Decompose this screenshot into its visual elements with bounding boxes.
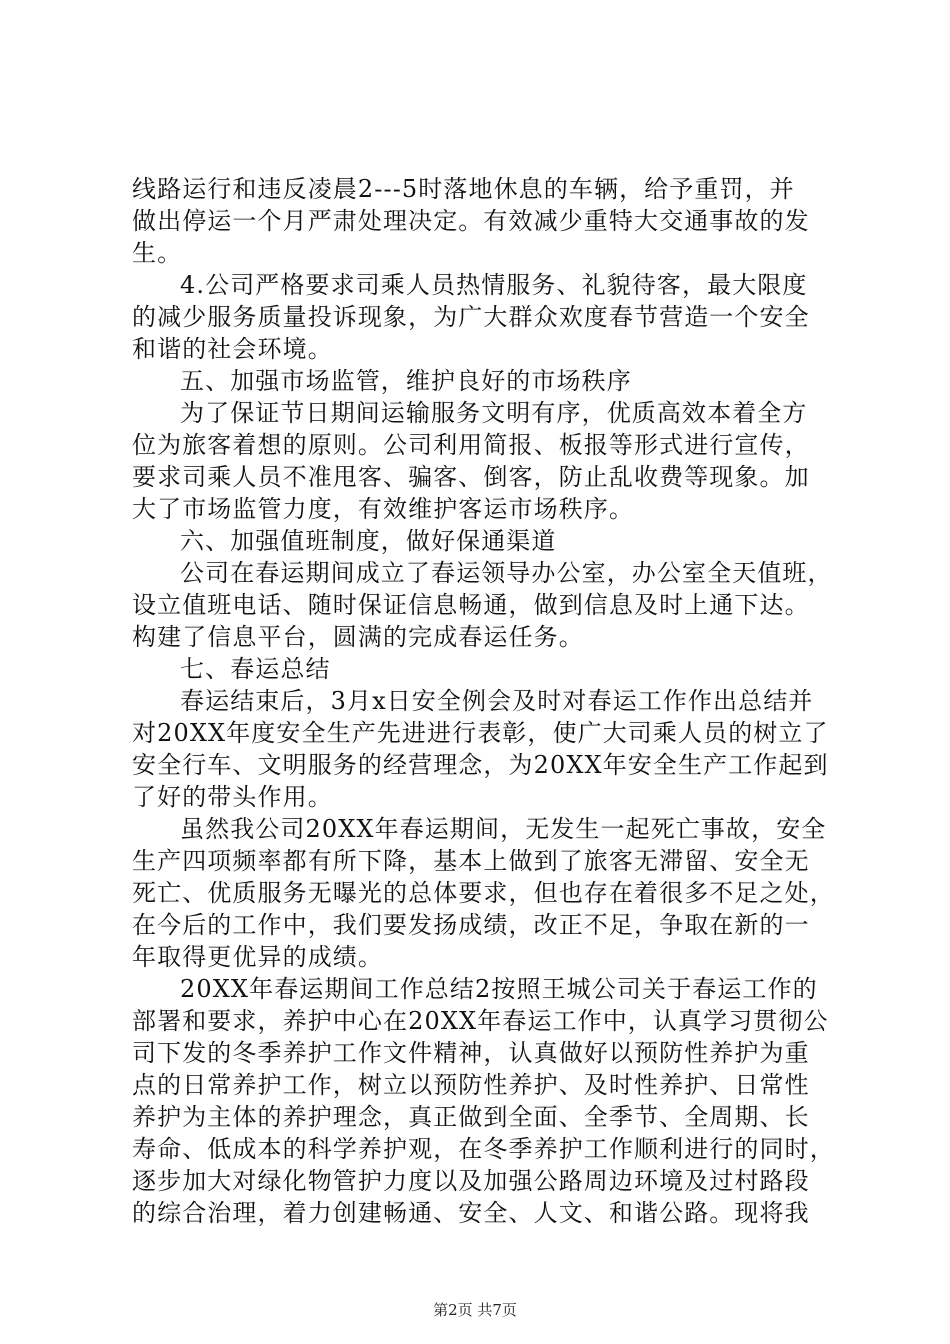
text-line: 线路运行和违反凌晨2---5时落地休息的车辆，给予重罚，并 — [132, 175, 795, 203]
text-line: 在今后的工作中，我们要发扬成绩，改正不足，争取在新的一 — [132, 911, 810, 939]
paragraph-start: 公司在春运期间成立了春运领导办公室，办公室全天值班， — [180, 559, 833, 587]
text-line: 做出停运一个月严肃处理决定。有效减少重特大交通事故的发 — [132, 207, 810, 235]
text-line: 部署和要求，养护中心在20XX年春运工作中，认真学习贯彻公 — [132, 1007, 829, 1035]
text-line: 生产四项频率都有所下降，基本上做到了旅客无滞留、安全无 — [132, 847, 810, 875]
text-line: 安全行车、文明服务的经营理念，为20XX年安全生产工作起到 — [132, 751, 829, 779]
paragraph-start: 春运结束后，3月x日安全例会及时对春运工作作出总结并 — [180, 687, 814, 715]
text-line: 生。 — [132, 239, 183, 267]
text-line: 设立值班电话、随时保证信息畅通，做到信息及时上通下达。 — [132, 591, 810, 619]
text-line: 和谐的社会环境。 — [132, 335, 333, 363]
paragraph-start: 4.公司严格要求司乘人员热情服务、礼貌待客，最大限度 — [180, 271, 808, 299]
text-line: 点的日常养护工作，树立以预防性养护、及时性养护、日常性 — [132, 1071, 810, 1099]
section-heading-7: 七、春运总结 — [180, 655, 331, 683]
text-line: 司下发的冬季养护工作文件精神，认真做好以预防性养护为重 — [132, 1039, 810, 1067]
text-line: 逐步加大对绿化物管护力度以及加强公路周边环境及过村路段 — [132, 1167, 810, 1195]
page-number-footer: 第2页 共7页 — [433, 1301, 517, 1319]
text-line: 位为旅客着想的原则。公司利用简报、板报等形式进行宣传， — [132, 431, 810, 459]
text-line: 死亡、优质服务无曝光的总体要求，但也存在着很多不足之处， — [132, 879, 835, 907]
text-line: 要求司乘人员不准甩客、骗客、倒客，防止乱收费等现象。加 — [132, 463, 810, 491]
text-line: 了好的带头作用。 — [132, 783, 333, 811]
paragraph-start: 为了保证节日期间运输服务文明有序，优质高效本着全方 — [180, 399, 808, 427]
section-heading-6: 六、加强值班制度，做好保通渠道 — [180, 527, 557, 555]
document-body — [132, 173, 835, 1229]
paragraph-start: 虽然我公司20XX年春运期间，无发生一起死亡事故，安全 — [180, 815, 827, 843]
text-line: 大了市场监管力度，有效维护客运市场秩序。 — [132, 495, 634, 523]
text-line: 的综合治理，着力创建畅通、安全、人文、和谐公路。现将我 — [132, 1199, 810, 1227]
text-line: 寿命、低成本的科学养护观，在冬季养护工作顺利进行的同时， — [132, 1135, 835, 1163]
text-line: 的减少服务质量投诉现象，为广大群众欢度春节营造一个安全 — [132, 303, 810, 331]
paragraph-start: 20XX年春运期间工作总结2按照王城公司关于春运工作的 — [180, 975, 818, 1003]
section-heading-5: 五、加强市场监管，维护良好的市场秩序 — [180, 367, 632, 395]
text-line: 养护为主体的养护理念，真正做到全面、全季节、全周期、长 — [132, 1103, 810, 1131]
text-line: 对20XX年度安全生产先进进行表彰，使广大司乘人员的树立了 — [132, 719, 829, 747]
text-line: 构建了信息平台，圆满的完成春运任务。 — [132, 623, 584, 651]
text-line: 年取得更优异的成绩。 — [132, 943, 383, 971]
